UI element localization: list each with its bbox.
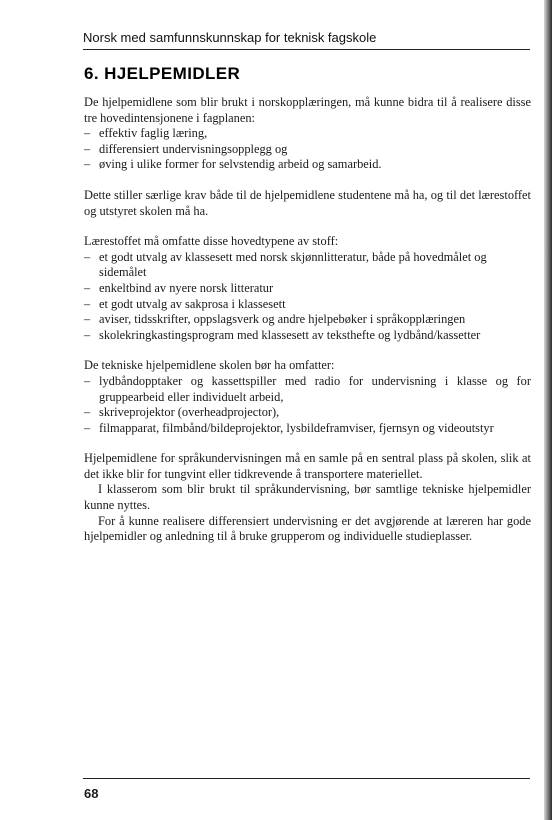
intro-paragraph: De hjelpemidlene som blir brukt i norskopplæringen, må kunne bidra til å realisere disse tre hovedintensjonene i fagplanen: (84, 95, 531, 125)
list-item: – skriveprojektor (overheadprojector), (84, 405, 531, 421)
list-item: – enkeltbind av nyere norsk litteratur (84, 281, 531, 297)
page-edge-shadow (544, 0, 552, 820)
footer-rule (83, 778, 530, 779)
list-item: – aviser, tidsskrifter, oppslagsverk og andre hjelpebøker i språkopplæringen (84, 312, 531, 328)
list-item: – øving i ulike former for selvstendig arbeid og samarbeid. (84, 157, 531, 173)
closing-paragraph: Hjelpemidlene for språkundervisningen må en samle på en sentral plass på skolen, slik at det ikke blir for tungvint eller tidkrevende å transportere materiellet. (84, 451, 531, 481)
list-item: – et godt utvalg av klassesett med norsk skjønnlitteratur, både på hovedmålet og sidemålet (84, 250, 531, 281)
intro-list (84, 126, 531, 173)
closing-paragraph: I klasserom som blir brukt til språkundervisning, bør samtlige tekniske hjelpemidler kunne nyttes. (84, 482, 531, 513)
page-number: 68 (84, 786, 99, 801)
list-item: – effektiv faglig læring, (84, 126, 531, 142)
header-rule (83, 49, 530, 50)
closing-paragraph: For å kunne realisere differensiert undervisning er det avgjørende at læreren har gode hjelpemidler og anledning til å bruke grupperom og individuelle studieplasser. (84, 513, 531, 544)
learning-material-list (84, 250, 531, 344)
requirements-paragraph: Dette stiller særlige krav både til de hjelpemidlene studentene må ha, og til det lærestoffet og utstyret skolen må ha. (84, 187, 531, 218)
list-item: – et godt utvalg av sakprosa i klassesett (84, 297, 531, 313)
technical-aids-paragraph: De tekniske hjelpemidlene skolen bør ha omfatter: (84, 358, 335, 373)
list-item: – lydbåndopptaker og kassettspiller med radio for undervisning i klasse og for gruppearbeid eller individuelt arbeid, (84, 374, 531, 405)
list-item: – filmapparat, filmbånd/bildeprojektor, lysbildeframviser, fjernsyn og videoutstyr (84, 421, 531, 437)
running-header: Norsk med samfunnskunnskap for teknisk fagskole (83, 30, 377, 45)
list-item: – differensiert undervisningsopplegg og (84, 142, 531, 158)
learning-material-paragraph: Lærestoffet må omfatte disse hovedtypene av stoff: (84, 234, 339, 249)
chapter-title: 6. HJELPEMIDLER (84, 64, 241, 83)
body-text (84, 95, 531, 545)
technical-aids-list (84, 374, 531, 436)
list-item: – skolekringkastingsprogram med klassesett av teksthefte og lydbånd/kassetter (84, 328, 531, 344)
